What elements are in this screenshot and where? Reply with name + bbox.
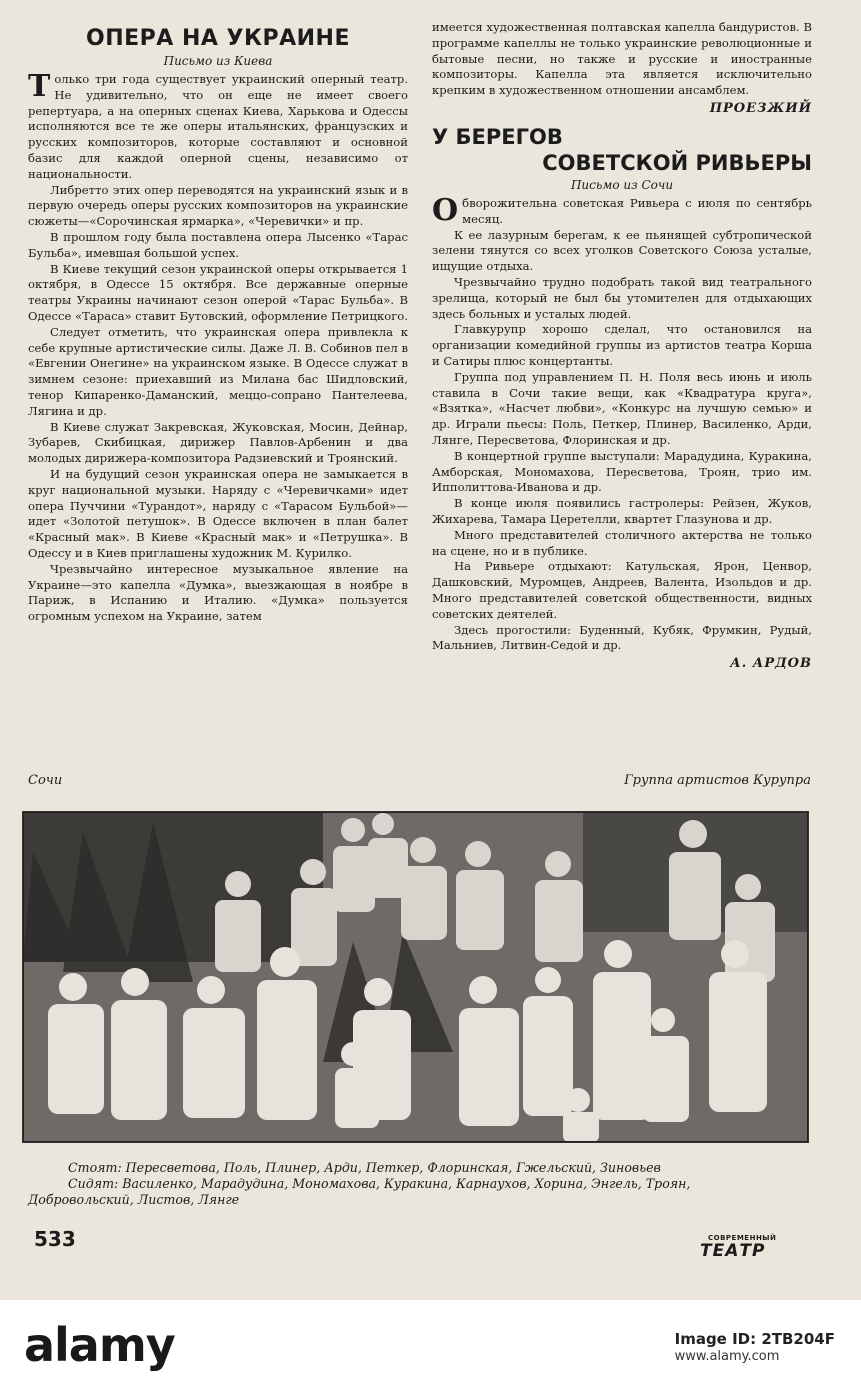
dropcap: О (432, 192, 459, 228)
stock-logo: alamy (24, 1318, 175, 1372)
article1-paragraph: В Киеве служат Закревская, Жуковская, Мосин, Дейнар, Зубарев, Скибицкая, дирижер Павлов-Арбенин и два молодых дирижера-композитора Радзиевский и Троянский. (28, 419, 408, 466)
article1-paragraph: И на будущий сезон украинская опера не замыкается в круг национальной музыки. Наряду с «Черевичками» идет опера Пуччини «Турандот», наряду с «Тарасом Бульбой»—идет «Золотой петушок». В Одессе включен в план балет «Красный мак». В Киеве «Красный мак» и «Петрушка». В Одессу и в Киев приглашены художник М. Курилко. (28, 466, 408, 560)
group-photo-image (23, 812, 808, 1142)
article1-paragraph: В прошлом году была поставлена опера Лысенко «Тарас Бульба», имевшая большой успех. (28, 229, 408, 260)
article1-subtitle: Письмо из Киева (163, 54, 273, 68)
page-number: 533 (34, 1227, 76, 1251)
article1-paragraph: Чрезвычайно интересное музыкальное явление на Украине—это капелла «Думка», выезжающая в ноябре в Париж, в Испанию и Италию. «Думка» пользуется огромным успехом на Украине, затем (28, 561, 408, 624)
caption-line: Добровольский, Листов, Лянге (28, 1192, 240, 1207)
article2-paragraph: На Ривьере отдыхают: Катульская, Ярон, Ценвор, Дашковский, Муромцев, Андреев, Валента, Изольдов и др. Много представителей советской общественности, видных советских деятелей. (432, 559, 812, 621)
article1-paragraph: Только три года существует украинский оперный театр. Не удивительно, что он еще не имеет своего репертуара, а на оперных сценах Киева, Харькова и Одессы исполняются все те же оперы итальянских, французских и русских композиторов, которые составляют и основной базис для каждой оперной сцены, независимо от национальности. (28, 69, 408, 181)
article2-signature: А. АРДОВ (730, 656, 812, 672)
article2-paragraph: В концертной группе выступали: Марадудина, Куракина, Амборская, Мономахова, Пересветова, Троян, трио им. Ипполиттова-Иванова и др. (432, 448, 812, 495)
dropcap: Т (28, 69, 51, 104)
photo-label-left: Сочи (28, 773, 63, 788)
image-id: Image ID: 2TB204F (674, 1330, 835, 1348)
article2-paragraph: К ее лазурным берегам, к ее пьянящей субтропической зелени тянутся со всех уголков Советского Союза усталые, ищущие отдыха. (432, 227, 812, 274)
magazine-logo (700, 1234, 810, 1268)
article1-continuation: имеется художественная полтавская капелла бандуристов. В программе капеллы не только украинские революционные и бытовые песни, но также и русские и иностранные композиторы. Капелла эта является исключительно крепким в художественном отношении ансамблем. (432, 20, 812, 98)
article2-title-line1: У БЕРЕГОВ (432, 124, 563, 149)
article2-subtitle: Письмо из Сочи (570, 177, 674, 192)
article1-paragraph: Следует отметить, что украинская опера привлекла к себе крупные артистические силы. Даже Л. В. Собинов пел в «Евгении Онегине» на украинском языке. В Одессе служат в зимнем сезоне: приехавший из Милана бас Шидловский, тенор Кипаренко-Даманский, меццо-сопрано Пантелеева, Лягина и др. (28, 324, 408, 418)
stock-info (675, 1330, 835, 1366)
caption-line: Стоят: Пересветова, Поль, Плинер, Арди, Петкер, Флоринская, Гжельский, Зиновьев (68, 1160, 661, 1175)
left-column (28, 20, 408, 625)
article2-paragraph: Много представителей столичного актерства не только на сцене, но и в публике. (432, 527, 812, 558)
article2-paragraph: В конце июля появились гастролеры: Рейзен, Жуков, Жихарева, Тамара Церетелли, квартет Глазунова и др. (432, 496, 812, 526)
article2-paragraph: Здесь прогостили: Буденный, Кубяк, Фрумкин, Рудый, Мальниев, Литвин-Седой и др. (432, 622, 812, 653)
article2-paragraph: Чрезвычайно трудно подобрать такой вид театрального зрелища, который не был бы утомителен для отдыхающих здесь больных и усталых людей. (432, 274, 812, 321)
stock-site: www.alamy.com (674, 1349, 780, 1364)
article2-paragraph: Главкурупр хорошо сделал, что остановился на организации комедийной группы из артистов театра Корша и Сатиры плюс концертанты. (432, 322, 812, 368)
group-photo (22, 811, 809, 1143)
article1-paragraph: В Киеве текущий сезон украинской оперы открывается 1 октября, в Одессе 15 октября. Все державные оперные театры Украины начинают сезон оперой «Тарас Бульба». В Одессе «Тараса» ставит Бутовский, оформление Петрицкого. (28, 261, 408, 323)
magazine-logo-main: ТЕАТР (700, 1241, 766, 1261)
magazine-logo-top: СОВРЕМЕННЫЙ (708, 1234, 777, 1242)
article2-title-line2: СОВЕТСКОЙ РИВЬЕРЫ (542, 150, 812, 175)
article1-paragraph: Либретто этих опер переводятся на украинский язык и в первую очередь оперы русских композиторов на украинские сюжеты—«Сорочинская ярмарка», «Черевички» и пр. (28, 182, 408, 229)
caption-line: Сидят: Василенко, Марадудина, Мономахова, Куракина, Карнаухов, Хорина, Энгель, Троян, (68, 1176, 691, 1191)
article1-title: ОПЕРА НА УКРАИНЕ (86, 26, 350, 51)
article1-signature: ПРОЕЗЖИЙ (709, 100, 812, 116)
photo-label-right: Группа артистов Курупра (624, 773, 811, 788)
photo-caption (28, 1160, 818, 1208)
article2-title (432, 124, 812, 176)
article2-paragraph: Обворожительна советская Ривьера с июля по сентябрь месяц. (432, 192, 812, 228)
article2-paragraph: Группа под управлением П. Н. Поля весь июнь и июль ставила в Сочи такие вещи, как «Квадратура круга», «Взятка», «Насчет любви», «Конкурс на лучшую семью» и др. Играли пьесы: Поль, Петкер, Плинер, Василенко, Арди, Лянге, Пересветова, Флоринская и др. (432, 369, 812, 447)
right-column (432, 20, 812, 671)
